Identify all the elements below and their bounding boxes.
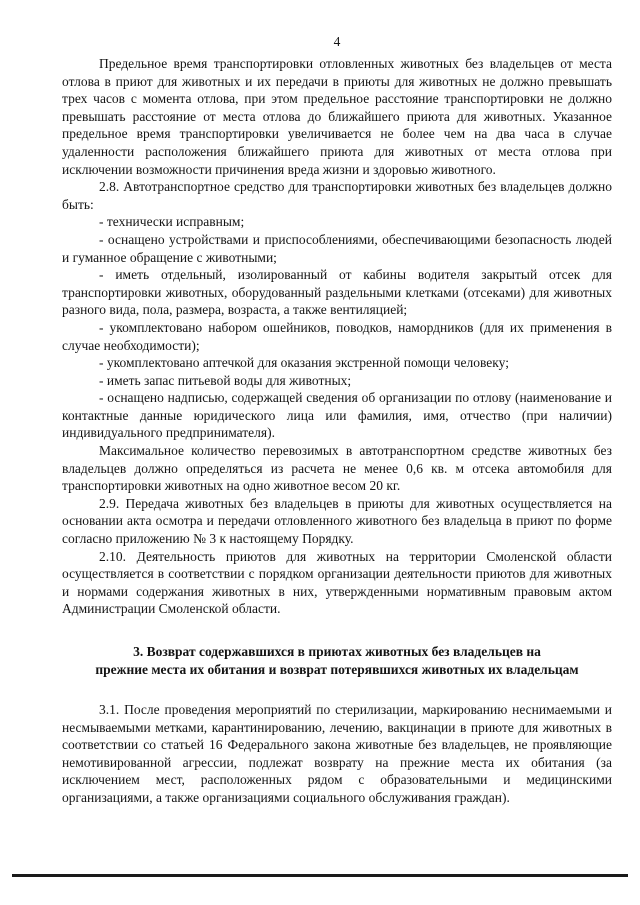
page-number: 4 xyxy=(333,34,341,49)
list-item: - оснащено надписью, содержащей сведения об организации по отлову (наименование и контактные данные юридического лица или фамилия, имя, отчество (при наличии) индивидуального предпринимателя). xyxy=(62,390,612,441)
list-item: - укомплектовано набором ошейников, поводков, намордников (для их применения в случае необходимости); xyxy=(62,319,612,353)
list-item: - технически исправным; xyxy=(99,214,245,230)
bottom-rule xyxy=(12,874,628,877)
paragraph-2-9: 2.9. Передача животных без владельцев в приюты для животных осуществляется на основании акта осмотра и передачи отловленного животного без владельца в приют по форме согласно приложению № 3 к настоящему Порядку. xyxy=(62,495,612,547)
list-item: - иметь отдельный, изолированный от кабины водителя закрытый отсек для транспортировки животных, оборудованный раздельными клетками (отсеками) для животных разного вида, пола, размера, возраста, а также вентиляцией; xyxy=(62,267,612,318)
section-heading-line: прежние места их обитания и возврат потерявшихся животных их владельцам xyxy=(95,662,579,677)
paragraph-3-1: 3.1. После проведения мероприятий по стерилизации, маркированию неснимаемыми и несмываемыми метками, карантинированию, лечению, вакцинации в приюте для животных в соответствии со статьей 16 Федерального закона животные без владельцев, не проявляющие немотивированной агрессии, подлежат возврату на прежние места их обитания (за исключением мест, расположенных рядом с образовательными и медицинскими организациями, а также организациями социального обслуживания граждан). xyxy=(62,702,612,805)
list-item: - иметь запас питьевой воды для животных; xyxy=(99,372,352,388)
section-heading-line: 3. Возврат содержавшихся в приютах животных без владельцев на xyxy=(133,644,541,659)
list-item: - укомплектовано аптечкой для оказания экстренной помощи человеку; xyxy=(99,355,509,371)
list-item: - оснащено устройствами и приспособлениями, обеспечивающими безопасность людей и гуманное обращение с животными; xyxy=(62,231,612,265)
paragraph-2-8: 2.8. Автотранспортное средство для транспортировки животных без владельцев должно быть: xyxy=(62,179,612,212)
section-heading xyxy=(62,643,612,679)
vehicle-requirements-list xyxy=(62,213,612,442)
paragraph-max-quantity: Максимальное количество перевозимых в автотранспортном средстве животных без владельцев должно определяться из расчета не менее 0,6 кв. м отсека автомобиля для транспортировки животных на одно животное весом 20 кг. xyxy=(62,443,612,494)
paragraph-transport-time: Предельное время транспортировки отловленных животных без владельцев от места отлова в приют для животных и их передачи в приюты для животных не должно превышать трех часов с момента отлова, при этом предельное расстояние транспортировки не должно превышать расстояние от места отлова до ближайшего приюта для животных. Указанное предельное время транспортировки увеличивается не более чем на два часа в случае удаленности расположения ближайшего приюта для животных от места отлова при исключении возможности причинения вреда жизни и здоровью животного. xyxy=(62,56,612,177)
document-body xyxy=(62,55,612,807)
document-page xyxy=(62,0,612,905)
paragraph-2-10: 2.10. Деятельность приютов для животных на территории Смоленской области осуществляется в соответствии с порядком организации деятельности приютов для животных и нормами содержания животных в них, утвержденными нормативным правовым актом Администрации Смоленской области. xyxy=(62,548,612,617)
